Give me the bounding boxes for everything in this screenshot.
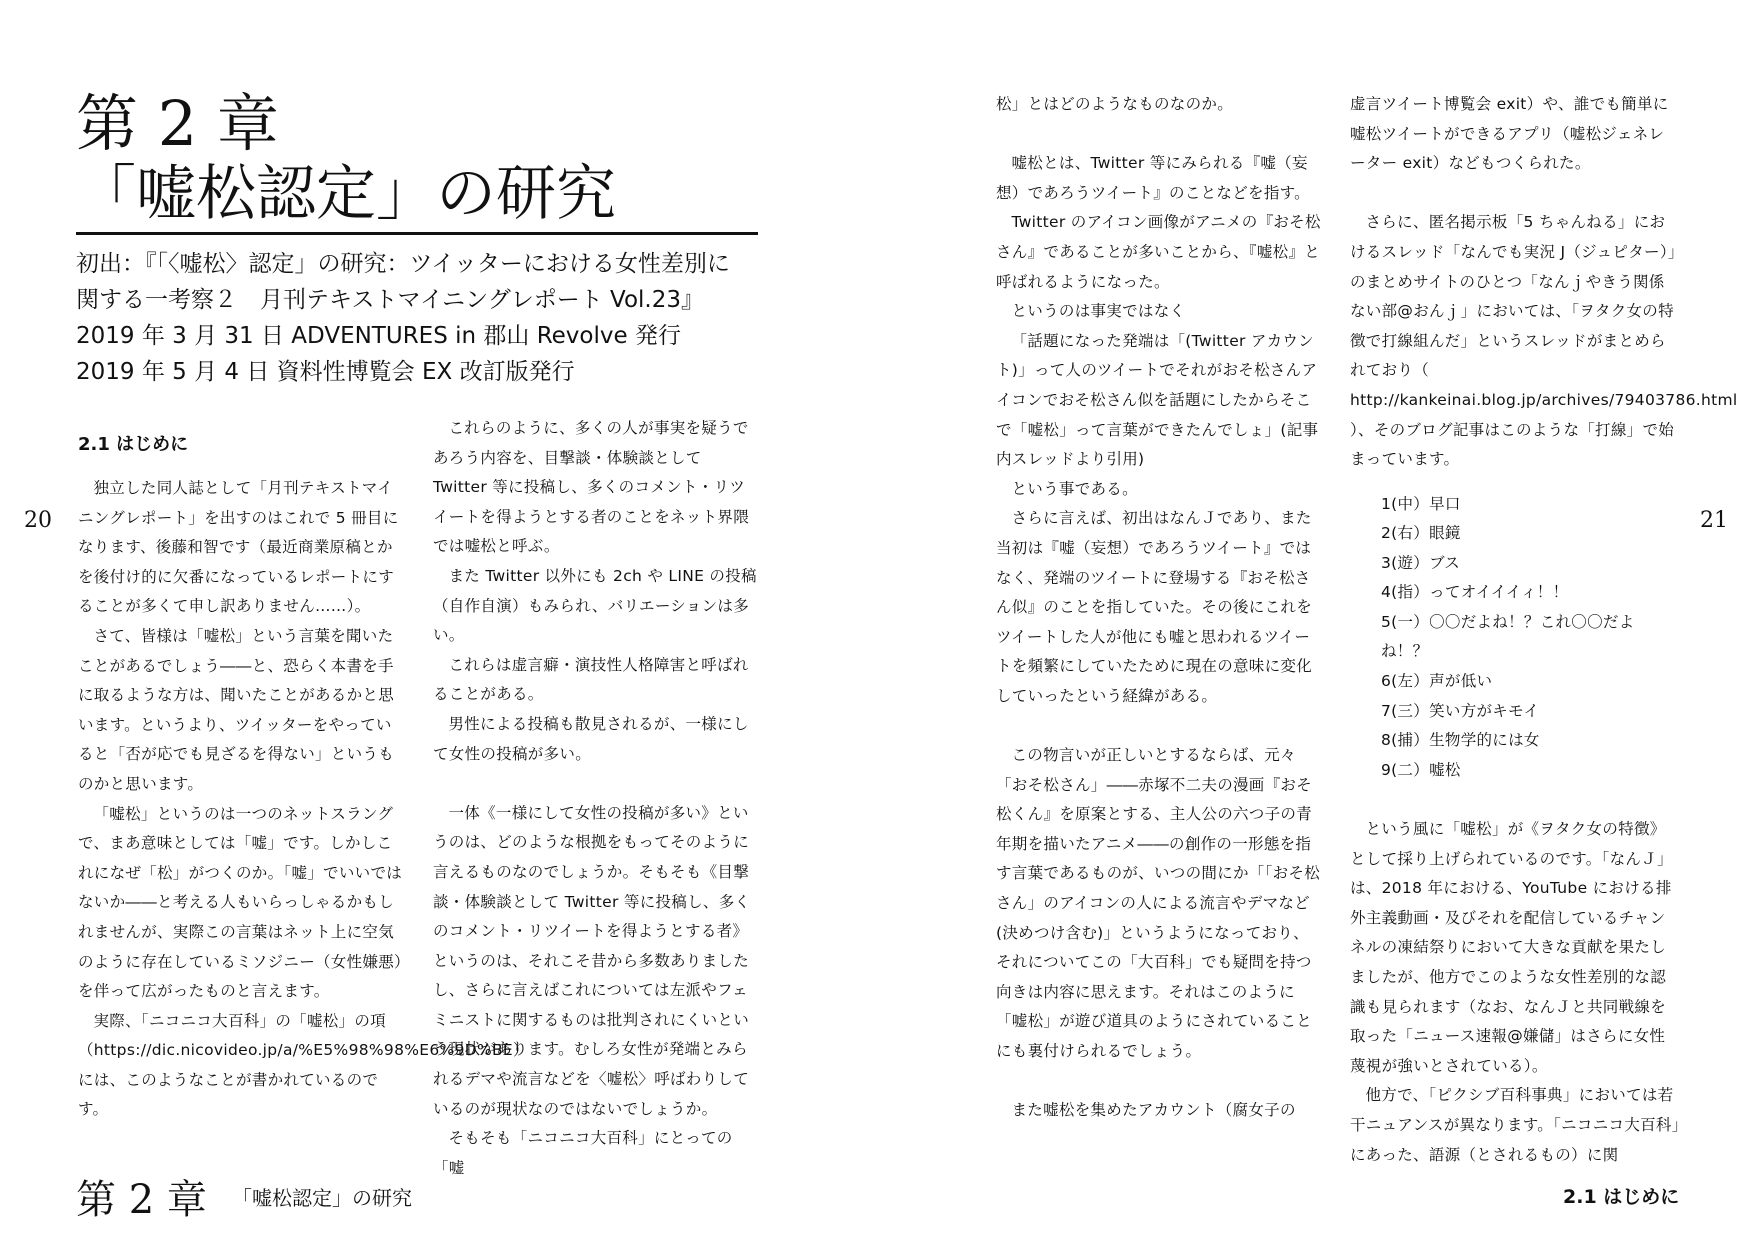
list-item: 1(中）早口 — [1381, 494, 1461, 513]
page-number-left: 20 — [24, 508, 52, 533]
origin-line: 2019 年 5 月 4 日 資料性博覧会 EX 改訂版発行 — [76, 359, 575, 385]
origin-line: 初出：『「〈嘘松〉認定」の研究：ツイッターにおける女性差別に — [76, 251, 730, 277]
quote-paragraph: さらに言えば、初出はなんＪであり、また当初は『嘘（妄想）であろうツイート』ではなく、発端のツイートに登場する『おそ松さん似』のことを指していた。その後にこれをツイートした人が他にも嘘と思われるツイートを頻繁にしていたために現在の意味に変化していったという経緯がある。 — [996, 509, 1313, 705]
lineup-list — [1350, 490, 1680, 786]
origin-line: 関する一考察２ 月刊テキストマイニングレポート Vol.23』 — [76, 287, 704, 313]
paragraph: 独立した同人誌として「月刊テキストマイニングレポート」を出すのはこれで 5 冊目になります、後藤和智です（最近商業原稿とかを後付け的に欠番になっているレポートにすることが多くて申し訳ありません……）。 — [78, 479, 399, 616]
paragraph: さて、皆様は「嘘松」という言葉を聞いたことがあるでしょう――と、恐らく本書を手に取るような方は、聞いたことがあるかと思います。というより、ツイッターをやっていると「否が応でも見ざるを得ない」というものかと思います。 — [78, 626, 395, 793]
footer-section-title: 2.1 はじめに — [1563, 1186, 1680, 1208]
paragraph-continued: 松」とはどのようなものなのか。 — [996, 95, 1234, 113]
list-item: 4(指）ってオイイイィ！！ — [1381, 583, 1569, 602]
left-column-1 — [78, 474, 529, 1125]
quote-paragraph: 「話題になった発端は「(Twitter アカウント)」って人のツイートでそれがおそ松さんアイコンでおそ松さん似を話題にしたからそこで「嘘松」って言葉ができたんでしょ」(記事内スレッドより引用) — [996, 331, 1319, 469]
footer-chapter-number: 第 2 章 — [76, 1177, 207, 1223]
paragraph: 「嘘松」というのは一つのネットスラングで、まあ意味としては「嘘」です。しかしこれになぜ「松」がつくのか。「嘘」でいいではないか――と考える人もいらっしゃるかもしれませんが、実際この言葉はネット上に空気のように存在しているミソジニー（女性嫌悪）を伴って広がったものと言えます。 — [78, 804, 403, 1001]
paragraph: そもそも「ニコニコ大百科」にとっての「嘘 — [433, 1129, 733, 1177]
paragraph: この物言いが正しいとするならば、元々「おそ松さん」――赤塚不二夫の漫画『おそ松くん』を原案とする、主人公の六つ子の青年期を描いたアニメ――の創作の一形態を指す言葉であるものが、いつの間にか「「おそ松さん」のアイコンの人による流言やデマなど(決めつけ含む)」というようになっており、それについてこの「大百科」でも疑問を持つ向きは内容に思えます。それはこのように「嘘松」が遊び道具のようにされていることにも裏付けられるでしょう。 — [996, 746, 1321, 1060]
quote-paragraph: また嘘松を集めたアカウント（腐女子の — [1011, 1101, 1296, 1120]
publication-origin — [76, 246, 766, 390]
quote-paragraph: これらは虚言癖・演技性人格障害と呼ばれることがある。 — [433, 655, 749, 704]
paragraph: という風に「嘘松」が《ヲタク女の特徴》として採り上げられているのです。「なんＪ」は、2018 年における、YouTube における排外主義動画・及びそれを配信しているチャンネルの凍結祭りにおいて大きな貢献を果たしましたが、他方でこのような女性差別的な認識も見られます（なお、なんＪと共同戦線を取った「ニュース速報@嫌儲」はさらに女性蔑視が強いとされている）。 — [1350, 820, 1673, 1075]
left-column-2 — [433, 414, 759, 1183]
list-item: 6(左）声が低い — [1381, 672, 1493, 691]
quote-paragraph: という事である。 — [1011, 479, 1138, 498]
chapter-number: 第 2 章 — [76, 87, 279, 160]
list-item: 9(二）嘘松 — [1381, 760, 1461, 779]
list-item: 5(一）〇〇だよね！？これ〇〇だよね！？ — [1381, 612, 1635, 661]
quote-paragraph: 男性による投稿も散見されるが、一様にして女性の投稿が多い。 — [433, 714, 749, 763]
list-item: 3(遊）ブス — [1381, 553, 1461, 572]
right-column-1 — [996, 90, 1322, 1126]
quote-paragraph: Twitter のアイコン画像がアニメの『おそ松さん』であることが多いことから、『嘘松』と呼ばれるようになった。 — [996, 213, 1321, 291]
paragraph: 実際、「ニコニコ大百科」の「嘘松」の項（https://dic.nicovideo.jp/a/%E5%98%98%E6%9D%BE）には、このようなことが書かれているのです。 — [78, 1011, 529, 1119]
quote-paragraph: これらのように、多くの人が事実を疑うであろう内容を、目撃談・体験談として Twitter 等に投稿し、多くのコメント・リツイートを得ようとする者のことをネット界隈では嘘松と呼ぶ。 — [433, 419, 750, 556]
list-item: 2(右）眼鏡 — [1381, 524, 1461, 543]
footer-chapter-title: 「嘘松認定」の研究 — [232, 1186, 412, 1210]
chapter-title-rule — [76, 232, 758, 235]
quote-paragraph-continued: 虚言ツイート博覧会 exit）や、誰でも簡単に嘘松ツイートができるアプリ（嘘松ジェネレーター exit）などもつくられた。 — [1350, 95, 1669, 173]
origin-line: 2019 年 3 月 31 日 ADVENTURES in 郡山 Revolve 発行 — [76, 323, 681, 349]
quote-paragraph: 嘘松とは、Twitter 等にみられる『嘘（妄想）であろうツイート』のことなどを指す。 — [996, 154, 1310, 202]
quote-paragraph: また Twitter 以外にも 2ch や LINE の投稿（自作自演）もみられ、バリエーションは多い。 — [433, 566, 757, 645]
chapter-title: 「嘘松認定」の研究 — [76, 159, 616, 229]
quote-paragraph: というのは事実ではなく — [1011, 302, 1186, 321]
paragraph: 他方で、「ピクシブ百科事典」においては若干ニュアンスが異なります。「ニコニコ大百科」にあった、語源（とされるもの）に関 — [1350, 1086, 1680, 1164]
section-heading: 2.1 はじめに — [78, 434, 189, 455]
list-item: 8(捕）生物学的には女 — [1381, 731, 1540, 750]
list-item: 7(三）笑い方がキモイ — [1381, 701, 1540, 720]
paragraph: 一体《一様にして女性の投稿が多い》というのは、どのような根拠をもってそのように言えるものなのでしょうか。そもそも《目撃談・体験談として Twitter 等に投稿し、多くのコメント・リツイートを得ようとする者》というのは、それこそ昔から多数ありましたし、さらに言えばこれについては左派やフェミニストに関するものは批判されにくいという現状があります。むしろ女性が発端とみられるデマや流言などを〈嘘松〉呼ばわりしているのが現状なのではないでしょうか。 — [433, 803, 751, 1118]
paragraph: さらに、匿名掲示板「5 ちゃんねる」におけるスレッド「なんでも実況 J（ジュピター）」のまとめサイトのひとつ「なんｊやきう関係ない部@おんｊ」においては、「ヲタク女の特徴で打線組んだ」というスレッドがまとめられており（ http://kankeinai.blog.jp/archives/79403786.html ）、そのブログ記事はこのような「打線」で始まっています。 — [1350, 213, 1738, 469]
page-number-right: 21 — [1700, 508, 1728, 533]
